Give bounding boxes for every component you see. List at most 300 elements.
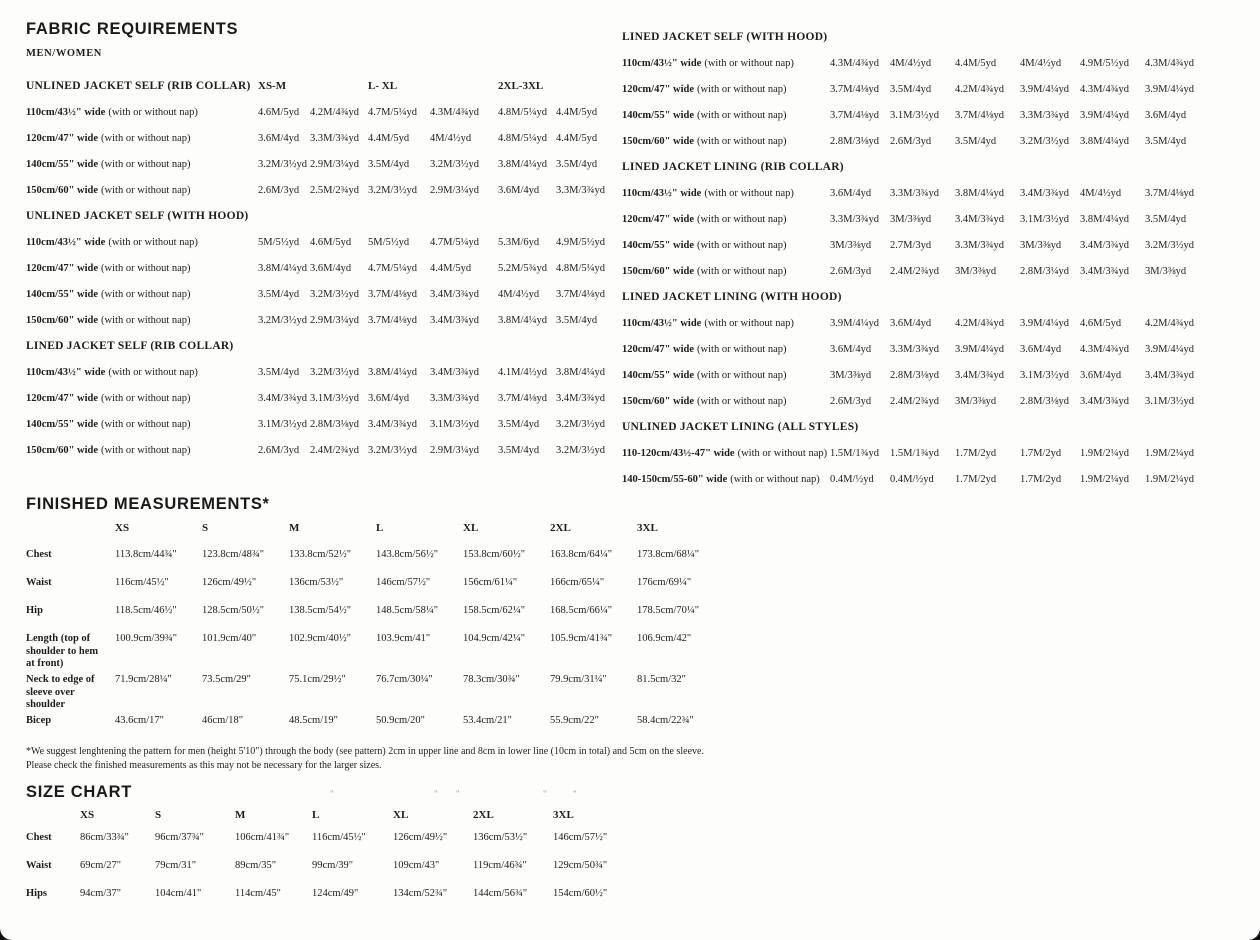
fabric-width-value: 140cm/55" wide xyxy=(622,239,695,251)
fabric-width-label xyxy=(622,266,830,277)
fabric-amount: 3.4M/3¾yd xyxy=(1080,395,1130,407)
fabric-width-value: 140cm/55" wide xyxy=(26,418,99,430)
fabric-amount: 2.5M/2¾yd xyxy=(310,184,360,196)
fabric-table-title-row xyxy=(622,284,1242,310)
fabric-amount: 2.8M/3¼yd xyxy=(1020,265,1070,277)
fabric-amount: 3.9M/4¼yd xyxy=(830,317,880,329)
fabric-amount: 3.6M/4yd xyxy=(830,187,872,199)
nap-note: (with or without nap) xyxy=(101,132,191,144)
fabric-amount: 2.8M/3⅛yd xyxy=(830,135,880,147)
nap-note: (with or without nap) xyxy=(730,473,820,485)
measurement-value: 104.9cm/42¼" xyxy=(463,633,526,644)
measurement-row xyxy=(26,633,736,674)
fabric-amount: 1.7M/2yd xyxy=(1020,447,1062,459)
fabric-amount: 3.1M/3½yd xyxy=(890,109,940,121)
fabric-amount: 3.9M/4¼yd xyxy=(955,343,1005,355)
fabric-row xyxy=(622,310,1242,336)
fabric-table-title: LINED JACKET SELF (RIB COLLAR) xyxy=(26,340,234,352)
fabric-width-label xyxy=(622,58,830,69)
fabric-amount: 3.1M/3½yd xyxy=(310,392,360,404)
measurement-value: 178.5cm/70¼" xyxy=(637,605,700,616)
fabric-width-label xyxy=(26,367,258,378)
size-group-header: L- XL xyxy=(368,80,398,92)
fabric-width-label xyxy=(622,370,830,381)
fabric-width-label xyxy=(26,289,258,300)
fabric-amount: 3.6M/4yd xyxy=(310,262,352,274)
measurement-value: 43.6cm/17" xyxy=(115,715,164,726)
fabric-amount: 3.9M/4¼yd xyxy=(1020,83,1070,95)
measurement-value: 114cm/45" xyxy=(235,888,281,899)
fabric-amount: 3.3M/3¾yd xyxy=(430,392,480,404)
fabric-table-title-row xyxy=(26,203,616,229)
fabric-row xyxy=(26,437,616,463)
fabric-width-value: 110-120cm/43½-47" wide xyxy=(622,447,735,459)
measurement-value: 136cm/53½" xyxy=(289,577,344,588)
fabric-amount: 3.7M/4⅛yd xyxy=(556,288,606,300)
measurement-row-label: Hips xyxy=(26,888,48,899)
fabric-width-label xyxy=(26,133,258,144)
fabric-amount: 3M/3⅜yd xyxy=(830,369,872,381)
fabric-width-label xyxy=(622,474,830,485)
finished-measurements-table xyxy=(26,522,736,743)
fabric-amount: 5M/5½yd xyxy=(258,236,300,248)
nap-note: (with or without nap) xyxy=(101,158,191,170)
fabric-amount: 4.4M/5yd xyxy=(556,132,598,144)
fabric-amount: 2.9M/3¼yd xyxy=(430,184,480,196)
measurement-value: 96cm/37¾" xyxy=(155,832,204,843)
fabric-amount: 3M/3⅜yd xyxy=(1020,239,1062,251)
fabric-width-value: 150cm/60" wide xyxy=(622,265,695,277)
fabric-amount: 3.2M/3½yd xyxy=(310,366,360,378)
fabric-amount: 4.2M/4¾yd xyxy=(955,317,1005,329)
fabric-amount: 4.3M/4¾yd xyxy=(1080,83,1130,95)
fabric-width-value: 120cm/47" wide xyxy=(622,83,695,95)
fabric-amount: 3.7M/4⅛yd xyxy=(1145,187,1195,199)
measurement-header-row xyxy=(26,522,736,549)
fabric-width-value: 140cm/55" wide xyxy=(622,369,695,381)
fabric-amount: 3.4M/3¾yd xyxy=(1080,239,1130,251)
measurement-value: 126cm/49½" xyxy=(202,577,257,588)
fabric-width-value: 140cm/55" wide xyxy=(26,288,99,300)
measurement-value: 100.9cm/39¾" xyxy=(115,633,178,644)
fabric-amount: 3.6M/4yd xyxy=(1145,109,1187,121)
fabric-amount: 3.8M/4¼yd xyxy=(258,262,308,274)
fabric-amount: 3.5M/4yd xyxy=(258,366,300,378)
fabric-width-value: 120cm/47" wide xyxy=(622,343,695,355)
fabric-requirements-left-column xyxy=(26,20,616,463)
fabric-amount: 3.4M/3¾yd xyxy=(556,392,606,404)
fabric-amount: 2.4M/2¾yd xyxy=(890,395,940,407)
fabric-row xyxy=(622,128,1242,154)
fabric-amount: 4.4M/5yd xyxy=(368,132,410,144)
size-column-header: L xyxy=(312,809,320,821)
measurement-row-label: Length (top of shoulder to hem at front) xyxy=(26,633,99,669)
fabric-row xyxy=(26,125,616,151)
measurement-row-label: Bicep xyxy=(26,715,52,726)
nap-note: (with or without nap) xyxy=(101,184,191,196)
fabric-amount: 4.3M/4¾yd xyxy=(830,57,880,69)
nap-note: (with or without nap) xyxy=(697,265,787,277)
fabric-width-value: 120cm/47" wide xyxy=(26,132,99,144)
fabric-amount: 3.2M/3½yd xyxy=(1145,239,1195,251)
measurement-row-label: Neck to edge of sleeve over shoulder xyxy=(26,674,95,710)
nap-note: (with or without nap) xyxy=(697,135,787,147)
fabric-amount: 3.7M/4⅛yd xyxy=(955,109,1005,121)
size-column-header: 2XL xyxy=(550,522,571,534)
fabric-amount: 3.4M/3¾yd xyxy=(368,418,418,430)
fabric-amount: 3M/3⅜yd xyxy=(955,395,997,407)
size-column-header: XS xyxy=(115,522,130,534)
fabric-amount: 4M/4½yd xyxy=(498,288,540,300)
size-column-header: XL xyxy=(463,522,479,534)
measurement-value: 58.4cm/22¾" xyxy=(637,715,694,726)
fabric-amount: 3.2M/3½yd xyxy=(368,444,418,456)
measurement-value: 79cm/31" xyxy=(155,860,197,871)
measurement-value: 105.9cm/41¾" xyxy=(550,633,613,644)
fabric-amount: 4.4M/5yd xyxy=(955,57,997,69)
fabric-amount: 3.5M/4yd xyxy=(1145,135,1187,147)
fabric-amount: 3.2M/3½yd xyxy=(258,158,308,170)
fabric-amount: 2.8M/3⅛yd xyxy=(310,418,360,430)
fabric-amount: 1.5M/1¾yd xyxy=(830,447,880,459)
fabric-amount: 4.9M/5½yd xyxy=(556,236,606,248)
fabric-amount: 3.5M/4yd xyxy=(1145,213,1187,225)
size-column-header: 2XL xyxy=(473,809,494,821)
fabric-width-label xyxy=(26,107,258,118)
measurement-row-label: Waist xyxy=(26,860,52,871)
fabric-row xyxy=(622,466,1242,492)
measurement-row xyxy=(26,860,676,888)
fabric-amount: 3.8M/4¼yd xyxy=(368,366,418,378)
nap-note: (with or without nap) xyxy=(704,187,794,199)
fabric-amount: 2.9M/3¼yd xyxy=(430,444,480,456)
measurement-value: 153.8cm/60½" xyxy=(463,549,526,560)
stray-print-mark: " " xyxy=(434,789,468,799)
measurement-value: 81.5cm/32" xyxy=(637,674,686,685)
fabric-width-value: 110cm/43½" wide xyxy=(26,236,106,248)
fabric-amount: 3.4M/3¾yd xyxy=(258,392,308,404)
fabric-amount: 3.2M/3½yd xyxy=(368,184,418,196)
size-group-header: XS-M xyxy=(258,80,287,92)
fabric-width-label xyxy=(26,159,258,170)
measurement-row xyxy=(26,888,676,916)
fabric-width-label xyxy=(622,240,830,251)
fabric-amount: 4.6M/5yd xyxy=(258,106,300,118)
fabric-amount: 4.9M/5½yd xyxy=(1080,57,1130,69)
fabric-amount: 3.3M/3¾yd xyxy=(890,187,940,199)
fabric-amount: 3.2M/3½yd xyxy=(556,418,606,430)
fabric-amount: 3.1M/3½yd xyxy=(258,418,308,430)
measurement-value: 106.9cm/42" xyxy=(637,633,692,644)
fabric-amount: 3.8M/4¼yd xyxy=(498,158,548,170)
footnote xyxy=(26,745,746,772)
fabric-amount: 3M/3⅜yd xyxy=(1145,265,1187,277)
fabric-row xyxy=(622,388,1242,414)
fabric-amount: 4.8M/5¼yd xyxy=(498,132,548,144)
fabric-row xyxy=(622,336,1242,362)
measurement-value: 69cm/27" xyxy=(80,860,122,871)
fabric-amount: 3.9M/4¼yd xyxy=(1145,343,1195,355)
stray-print-mark: " xyxy=(543,789,555,799)
measurement-value: 53.4cm/21" xyxy=(463,715,512,726)
fabric-amount: 3.6M/4yd xyxy=(1020,343,1062,355)
stray-print-mark: " xyxy=(573,789,585,799)
fabric-amount: 4.7M/5¼yd xyxy=(430,236,480,248)
fabric-row xyxy=(26,411,616,437)
fabric-amount: 3.2M/3½yd xyxy=(430,158,480,170)
fabric-amount: 4.8M/5¼yd xyxy=(556,262,606,274)
fabric-table-title-row xyxy=(622,414,1242,440)
fabric-row xyxy=(26,177,616,203)
fabric-amount: 3.7M/4⅛yd xyxy=(368,314,418,326)
size-chart-section xyxy=(26,783,676,916)
nap-note: (with or without nap) xyxy=(101,314,191,326)
measurement-value: 48.5cm/19" xyxy=(289,715,338,726)
fabric-width-label xyxy=(26,315,258,326)
measurement-row xyxy=(26,605,736,633)
fabric-amount: 3.1M/3½yd xyxy=(1020,213,1070,225)
fabric-amount: 3M/3⅜yd xyxy=(830,239,872,251)
fabric-amount: 0.4M/½yd xyxy=(830,473,874,485)
fabric-amount: 3.7M/4⅛yd xyxy=(830,83,880,95)
fabric-amount: 4.6M/5yd xyxy=(1080,317,1122,329)
fabric-amount: 1.9M/2¼yd xyxy=(1145,447,1195,459)
measurement-value: 138.5cm/54½" xyxy=(289,605,352,616)
measurement-row-label: Hip xyxy=(26,605,43,616)
fabric-amount: 4.2M/4¾yd xyxy=(310,106,360,118)
fabric-amount: 3.6M/4yd xyxy=(1080,369,1122,381)
fabric-amount: 3.5M/4yd xyxy=(498,444,540,456)
measurement-value: 146cm/57½" xyxy=(376,577,431,588)
fabric-width-value: 110cm/43½" wide xyxy=(622,187,702,199)
nap-note: (with or without nap) xyxy=(697,369,787,381)
fabric-amount: 3.8M/4¼yd xyxy=(498,314,548,326)
fabric-amount: 4.3M/4¾yd xyxy=(430,106,480,118)
fabric-width-value: 120cm/47" wide xyxy=(26,262,99,274)
nap-note: (with or without nap) xyxy=(108,236,198,248)
fabric-amount: 3.6M/4yd xyxy=(830,343,872,355)
measurement-value: 154cm/60½" xyxy=(553,888,608,899)
fabric-amount: 3.7M/4⅛yd xyxy=(368,288,418,300)
measurement-row xyxy=(26,577,736,605)
fabric-row xyxy=(622,180,1242,206)
finished-measurements-heading: FINISHED MEASUREMENTS* xyxy=(26,495,270,513)
size-group-header: 2XL-3XL xyxy=(498,80,544,92)
fabric-amount: 1.7M/2yd xyxy=(1020,473,1062,485)
fabric-amount: 3.2M/3½yd xyxy=(258,314,308,326)
fabric-width-label xyxy=(26,263,258,274)
fabric-width-label xyxy=(622,110,830,121)
fabric-amount: 3.5M/4yd xyxy=(556,158,598,170)
fabric-amount: 5.2M/5¾yd xyxy=(498,262,548,274)
measurement-value: 79.9cm/31¼" xyxy=(550,674,607,685)
nap-note: (with or without nap) xyxy=(697,83,787,95)
nap-note: (with or without nap) xyxy=(108,366,198,378)
fabric-amount: 1.9M/2¼yd xyxy=(1080,447,1130,459)
measurement-value: 129cm/50¾" xyxy=(553,860,608,871)
fabric-amount: 3.3M/3¾yd xyxy=(955,239,1005,251)
fabric-amount: 3.5M/4yd xyxy=(890,83,932,95)
fabric-amount: 5M/5½yd xyxy=(368,236,410,248)
nap-note: (with or without nap) xyxy=(704,57,794,69)
fabric-table-title-row xyxy=(26,73,616,99)
measurement-value: 55.9cm/22" xyxy=(550,715,599,726)
measurement-value: 86cm/33¾" xyxy=(80,832,129,843)
fabric-width-value: 120cm/47" wide xyxy=(26,392,99,404)
fabric-amount: 3.9M/4¼yd xyxy=(1145,83,1195,95)
fabric-width-label xyxy=(26,419,258,430)
measurement-row xyxy=(26,832,676,860)
fabric-amount: 3.7M/4⅛yd xyxy=(830,109,880,121)
fabric-amount: 3.8M/4¼yd xyxy=(1080,135,1130,147)
fabric-amount: 4.4M/5yd xyxy=(430,262,472,274)
fabric-row xyxy=(26,385,616,411)
fabric-width-label xyxy=(622,344,830,355)
fabric-table-title: LINED JACKET LINING (RIB COLLAR) xyxy=(622,161,844,173)
fabric-amount: 3.7M/4⅛yd xyxy=(498,392,548,404)
nap-note: (with or without nap) xyxy=(697,239,787,251)
fabric-width-value: 150cm/60" wide xyxy=(26,444,99,456)
fabric-amount: 4.7M/5¼yd xyxy=(368,262,418,274)
fabric-amount: 3.4M/3¾yd xyxy=(955,369,1005,381)
measurement-value: 99cm/39" xyxy=(312,860,354,871)
fabric-amount: 3.6M/4yd xyxy=(368,392,410,404)
measurement-value: 148.5cm/58¼" xyxy=(376,605,439,616)
fabric-amount: 3.3M/3¾yd xyxy=(1020,109,1070,121)
fabric-amount: 3M/3⅜yd xyxy=(955,265,997,277)
fabric-width-value: 140cm/55" wide xyxy=(26,158,99,170)
fabric-amount: 3.3M/3¾yd xyxy=(890,343,940,355)
fabric-amount: 3.4M/3¾yd xyxy=(955,213,1005,225)
fabric-row xyxy=(26,281,616,307)
finished-measurements-section xyxy=(26,495,736,743)
fabric-amount: 3.1M/3½yd xyxy=(1145,395,1195,407)
measurement-value: 76.7cm/30¼" xyxy=(376,674,433,685)
fabric-width-value: 110cm/43½" wide xyxy=(26,366,106,378)
measurement-value: 166cm/65¼" xyxy=(550,577,605,588)
fabric-row xyxy=(622,362,1242,388)
measurement-value: 173.8cm/68¼" xyxy=(637,549,700,560)
fabric-width-value: 140cm/55" wide xyxy=(622,109,695,121)
fabric-width-value: 110cm/43½" wide xyxy=(622,57,702,69)
fabric-amount: 2.7M/3yd xyxy=(890,239,932,251)
fabric-amount: 3.4M/3¾yd xyxy=(1080,265,1130,277)
fabric-amount: 2.6M/3yd xyxy=(830,265,872,277)
fabric-row xyxy=(26,99,616,125)
fabric-amount: 3.5M/4yd xyxy=(955,135,997,147)
fabric-amount: 2.8M/3⅛yd xyxy=(890,369,940,381)
fabric-width-value: 110cm/43½" wide xyxy=(26,106,106,118)
fabric-amount: 4M/4½yd xyxy=(430,132,472,144)
fabric-amount: 2.4M/2¾yd xyxy=(310,444,360,456)
measurement-value: 143.8cm/56½" xyxy=(376,549,439,560)
fabric-table-title-row xyxy=(622,154,1242,180)
measurement-value: 101.9cm/40" xyxy=(202,633,257,644)
fabric-amount: 4.2M/4¾yd xyxy=(955,83,1005,95)
men-women-label: MEN/WOMEN xyxy=(26,48,102,59)
fabric-width-label xyxy=(622,136,830,147)
size-column-header: 3XL xyxy=(637,522,658,534)
measurement-value: 128.5cm/50½" xyxy=(202,605,265,616)
footnote-line-2: Please check the finished measurements as this may not be necessary for the larger sizes. xyxy=(26,759,382,771)
fabric-amount: 2.6M/3yd xyxy=(258,444,300,456)
fabric-amount: 3.6M/4yd xyxy=(498,184,540,196)
size-column-header: S xyxy=(202,522,209,534)
fabric-amount: 2.6M/3yd xyxy=(830,395,872,407)
measurement-value: 116cm/45½" xyxy=(312,832,366,843)
fabric-amount: 4.1M/4½yd xyxy=(498,366,548,378)
size-column-header: XL xyxy=(393,809,409,821)
measurement-value: 75.1cm/29½" xyxy=(289,674,346,685)
fabric-width-value: 110cm/43½" wide xyxy=(622,317,702,329)
fabric-amount: 3.4M/3¾yd xyxy=(430,288,480,300)
size-chart-heading: SIZE CHART xyxy=(26,783,132,801)
fabric-amount: 4.4M/5yd xyxy=(556,106,598,118)
fabric-width-label xyxy=(622,396,830,407)
fabric-amount: 3.2M/3½yd xyxy=(310,288,360,300)
measurement-value: 46cm/18" xyxy=(202,715,244,726)
nap-note: (with or without nap) xyxy=(101,418,191,430)
fabric-amount: 3.5M/4yd xyxy=(498,418,540,430)
fabric-width-value: 150cm/60" wide xyxy=(26,314,99,326)
fabric-amount: 3.2M/3½yd xyxy=(1020,135,1070,147)
nap-note: (with or without nap) xyxy=(108,106,198,118)
fabric-amount: 4.8M/5¼yd xyxy=(498,106,548,118)
fabric-row xyxy=(622,232,1242,258)
fabric-amount: 2.4M/2¾yd xyxy=(890,265,940,277)
fabric-amount: 1.9M/2¼yd xyxy=(1080,473,1130,485)
fabric-amount: 3.4M/3¾yd xyxy=(430,314,480,326)
fabric-amount: 3.4M/3¾yd xyxy=(1145,369,1195,381)
fabric-row xyxy=(622,102,1242,128)
fabric-width-label xyxy=(26,445,258,456)
measurement-row xyxy=(26,674,736,715)
stray-print-mark: " xyxy=(330,789,342,799)
size-column-header: M xyxy=(289,522,300,534)
fabric-width-value: 150cm/60" wide xyxy=(622,395,695,407)
fabric-table-title-row xyxy=(26,333,616,359)
measurement-value: 136cm/53½" xyxy=(473,832,528,843)
fabric-amount: 3.8M/4¼yd xyxy=(1080,213,1130,225)
fabric-table-title: UNLINED JACKET SELF (RIB COLLAR) xyxy=(26,80,251,92)
measurement-value: 103.9cm/41" xyxy=(376,633,431,644)
fabric-amount: 3.6M/4yd xyxy=(258,132,300,144)
fabric-amount: 4.2M/4¾yd xyxy=(1145,317,1195,329)
fabric-row xyxy=(26,255,616,281)
fabric-tables-right xyxy=(622,24,1242,492)
fabric-width-label xyxy=(26,237,258,248)
measurement-row-label: Waist xyxy=(26,577,52,588)
measurement-row xyxy=(26,715,736,743)
measurement-value: 133.8cm/52½" xyxy=(289,549,352,560)
measurement-value: 144cm/56¾" xyxy=(473,888,528,899)
fabric-width-label xyxy=(622,188,830,199)
fabric-width-value: 150cm/60" wide xyxy=(26,184,99,196)
fabric-amount: 4.6M/5yd xyxy=(310,236,352,248)
measurement-value: 119cm/46¾" xyxy=(473,860,527,871)
fabric-width-label xyxy=(26,393,258,404)
nap-note: (with or without nap) xyxy=(101,444,191,456)
nap-note: (with or without nap) xyxy=(697,213,787,225)
nap-note: (with or without nap) xyxy=(101,288,191,300)
measurement-value: 102.9cm/40½" xyxy=(289,633,352,644)
fabric-row xyxy=(26,229,616,255)
measurement-value: 118.5cm/46½" xyxy=(115,605,177,616)
measurement-value: 124cm/49" xyxy=(312,888,359,899)
fabric-width-value: 150cm/60" wide xyxy=(622,135,695,147)
fabric-amount: 3.3M/3¾yd xyxy=(310,132,360,144)
measurement-value: 50.9cm/20" xyxy=(376,715,425,726)
